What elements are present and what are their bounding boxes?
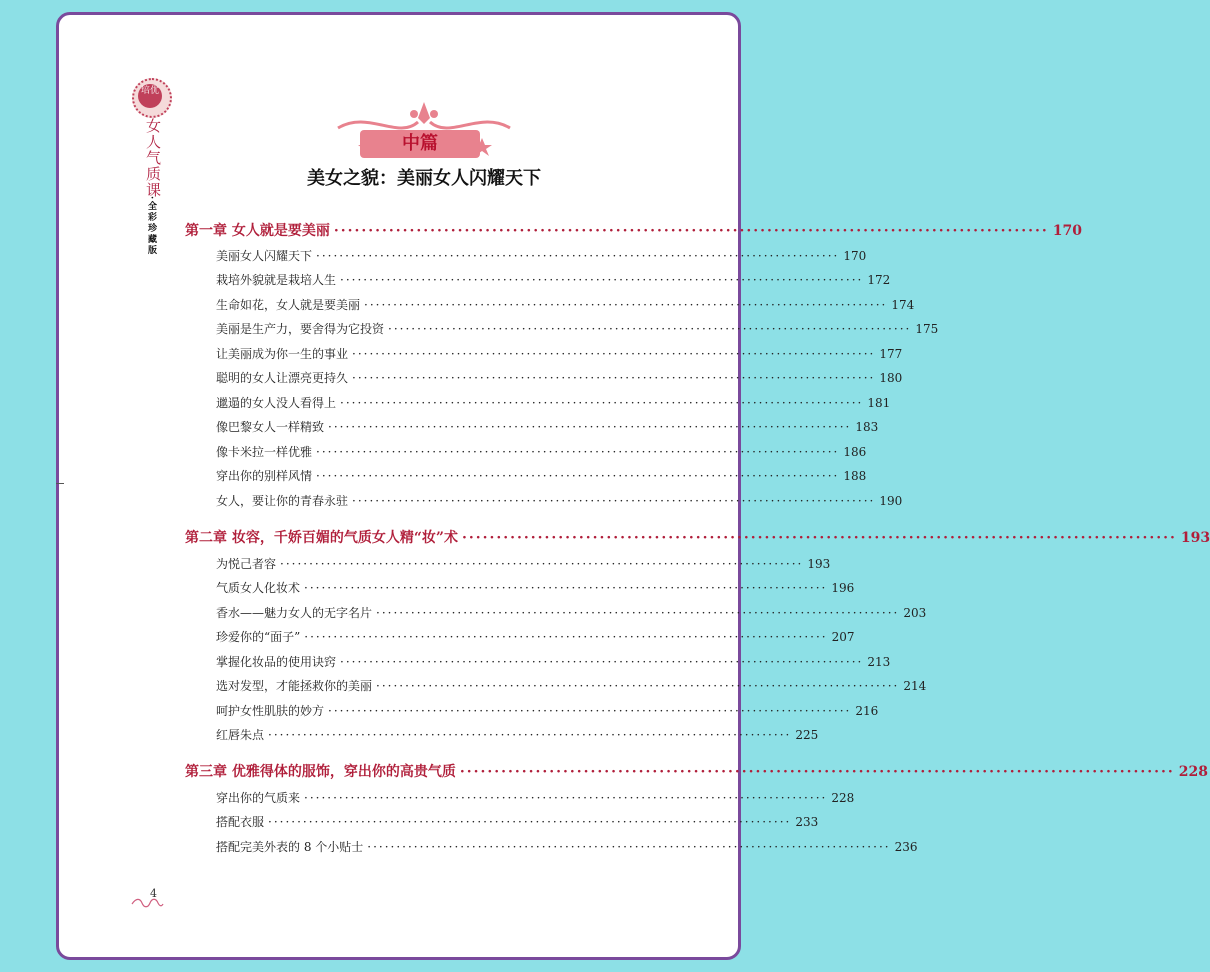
entry-title: 美丽是生产力，要舍得为它投资: [216, 322, 385, 336]
entry-title: 呵护女性肌肤的妙方: [216, 704, 325, 718]
entry-title: 掌握化妆品的使用诀窍: [216, 655, 337, 669]
entry-page: 188: [843, 469, 867, 483]
entry-title: 红唇朱点: [216, 728, 265, 742]
entry-title: 穿出你的气质来: [216, 791, 301, 805]
entry-title: 女人，要让你的青春永驻: [216, 494, 349, 508]
part-title: 美女之貌：美丽女人闪耀天下: [307, 168, 541, 189]
entry-title: 栽培外貌就是栽培人生: [216, 273, 337, 287]
entry-page: 172: [867, 273, 891, 287]
chapter-title: 第二章 妆容，千娇百媚的气质女人精“妆”术: [185, 530, 458, 546]
entry-title: 穿出你的别样风情: [216, 469, 313, 483]
entry-page: 213: [867, 655, 891, 669]
entry-title: 为悦己者容: [216, 557, 277, 571]
seal-text: 培优: [138, 84, 162, 108]
chapter-heading[interactable]: 第三章 优雅得体的服饰，穿出你的高贵气质 ········································································································ 228: [185, 761, 665, 781]
entry-page: 175: [915, 322, 939, 336]
entry-title: 搭配完美外表的 8 个小贴士: [216, 840, 364, 854]
entry-title: 珍爱你的“面子”: [216, 630, 301, 644]
entry-title: 搭配衣服: [216, 815, 265, 829]
entry-title: 聪明的女人让漂亮更持久: [216, 371, 349, 385]
entry-title: 气质女人化妆术: [216, 581, 301, 595]
entry-page: 225: [795, 728, 819, 742]
toc-entry[interactable]: 生命如花，女人就是要美丽 ·························································································· 174: [216, 298, 915, 312]
toc-entry[interactable]: 邋遢的女人没人看得上 ·························································································· 181: [216, 396, 891, 410]
toc-entry[interactable]: 红唇朱点 ·························································································· 225: [216, 728, 819, 742]
entry-page: 186: [843, 445, 867, 459]
entry-page: 216: [855, 704, 879, 718]
entry-title: 选对发型，才能拯救你的美丽: [216, 679, 373, 693]
toc-entry[interactable]: 像卡米拉一样优雅 ·························································································· 186: [216, 445, 867, 459]
margin-mark: [56, 483, 64, 484]
toc-entry[interactable]: 像巴黎女人一样精致 ·························································································· 183: [216, 420, 879, 434]
entry-page: 170: [843, 249, 867, 263]
toc-entry[interactable]: 搭配衣服 ·························································································· 233: [216, 815, 819, 829]
chapter-page: 170: [1052, 223, 1083, 239]
entry-page: 174: [891, 298, 915, 312]
entry-page: 196: [831, 581, 855, 595]
toc-entry[interactable]: 香水——魅力女人的无字名片 ·························································································· 203: [216, 606, 927, 620]
chapter-title: 第一章 女人就是要美丽: [185, 223, 330, 239]
toc-entry[interactable]: 呵护女性肌肤的妙方 ·························································································· 216: [216, 704, 879, 718]
entry-page: 190: [879, 494, 903, 508]
toc-entry[interactable]: 为悦己者容 ·························································································· 193: [216, 557, 831, 571]
entry-page: 180: [879, 371, 903, 385]
entry-page: 193: [807, 557, 831, 571]
chapter-heading[interactable]: 第二章 妆容，千娇百媚的气质女人精“妆”术 ········································································································ 193: [185, 527, 665, 547]
chapter-heading[interactable]: 第一章 女人就是要美丽 ········································································································ 170: [185, 220, 665, 240]
entry-page: 228: [831, 791, 855, 805]
book-title: 女人气质课: [144, 118, 162, 198]
toc-entry[interactable]: 聪明的女人让漂亮更持久 ·························································································· 180: [216, 371, 903, 385]
toc-entry[interactable]: 栽培外貌就是栽培人生 ·························································································· 172: [216, 273, 891, 287]
entry-page: 181: [867, 396, 891, 410]
entry-page: 233: [795, 815, 819, 829]
entry-page: 214: [903, 679, 927, 693]
footer-ornament: [130, 896, 164, 910]
entry-title: 香水——魅力女人的无字名片: [216, 606, 373, 620]
toc-entry[interactable]: 气质女人化妆术 ·························································································· 196: [216, 581, 855, 595]
entry-title: 邋遢的女人没人看得上: [216, 396, 337, 410]
chapter-title: 第三章 优雅得体的服饰，穿出你的高贵气质: [185, 764, 456, 780]
toc-entry[interactable]: 美丽是生产力，要舍得为它投资 ·························································································· 175: [216, 322, 939, 336]
toc-entry[interactable]: 选对发型，才能拯救你的美丽 ·························································································· 214: [216, 679, 927, 693]
chapter-page: 193: [1180, 530, 1210, 546]
toc-entry[interactable]: 穿出你的气质来 ·························································································· 228: [216, 791, 855, 805]
entry-title: 让美丽成为你一生的事业: [216, 347, 349, 361]
entry-page: 183: [855, 420, 879, 434]
part-label: 中篇: [360, 130, 480, 158]
toc-entry[interactable]: 女人，要让你的青春永驻 ·························································································· 190: [216, 494, 903, 508]
toc-entry[interactable]: 掌握化妆品的使用诀窍 ·························································································· 213: [216, 655, 891, 669]
entry-page: 207: [831, 630, 855, 644]
book-subtitle: ·全彩珍藏版: [146, 196, 156, 257]
toc-entry[interactable]: 珍爱你的“面子” ·························································································· 207: [216, 630, 855, 644]
toc-entry[interactable]: 穿出你的别样风情 ·························································································· 188: [216, 469, 867, 483]
toc-entry[interactable]: 搭配完美外表的 8 个小贴士 ·························································································· 236: [216, 840, 918, 854]
entry-title: 生命如花，女人就是要美丽: [216, 298, 361, 312]
entry-title: 像卡米拉一样优雅: [216, 445, 313, 459]
entry-title: 美丽女人闪耀天下: [216, 249, 313, 263]
entry-page: 236: [894, 840, 918, 854]
toc-entry[interactable]: 让美丽成为你一生的事业 ·························································································· 177: [216, 347, 903, 361]
entry-title: 像巴黎女人一样精致: [216, 420, 325, 434]
entry-page: 177: [879, 347, 903, 361]
chapter-page: 228: [1178, 764, 1209, 780]
entry-page: 203: [903, 606, 927, 620]
page-number: 4: [150, 887, 157, 900]
toc-entry[interactable]: 美丽女人闪耀天下 ·························································································· 170: [216, 249, 867, 263]
